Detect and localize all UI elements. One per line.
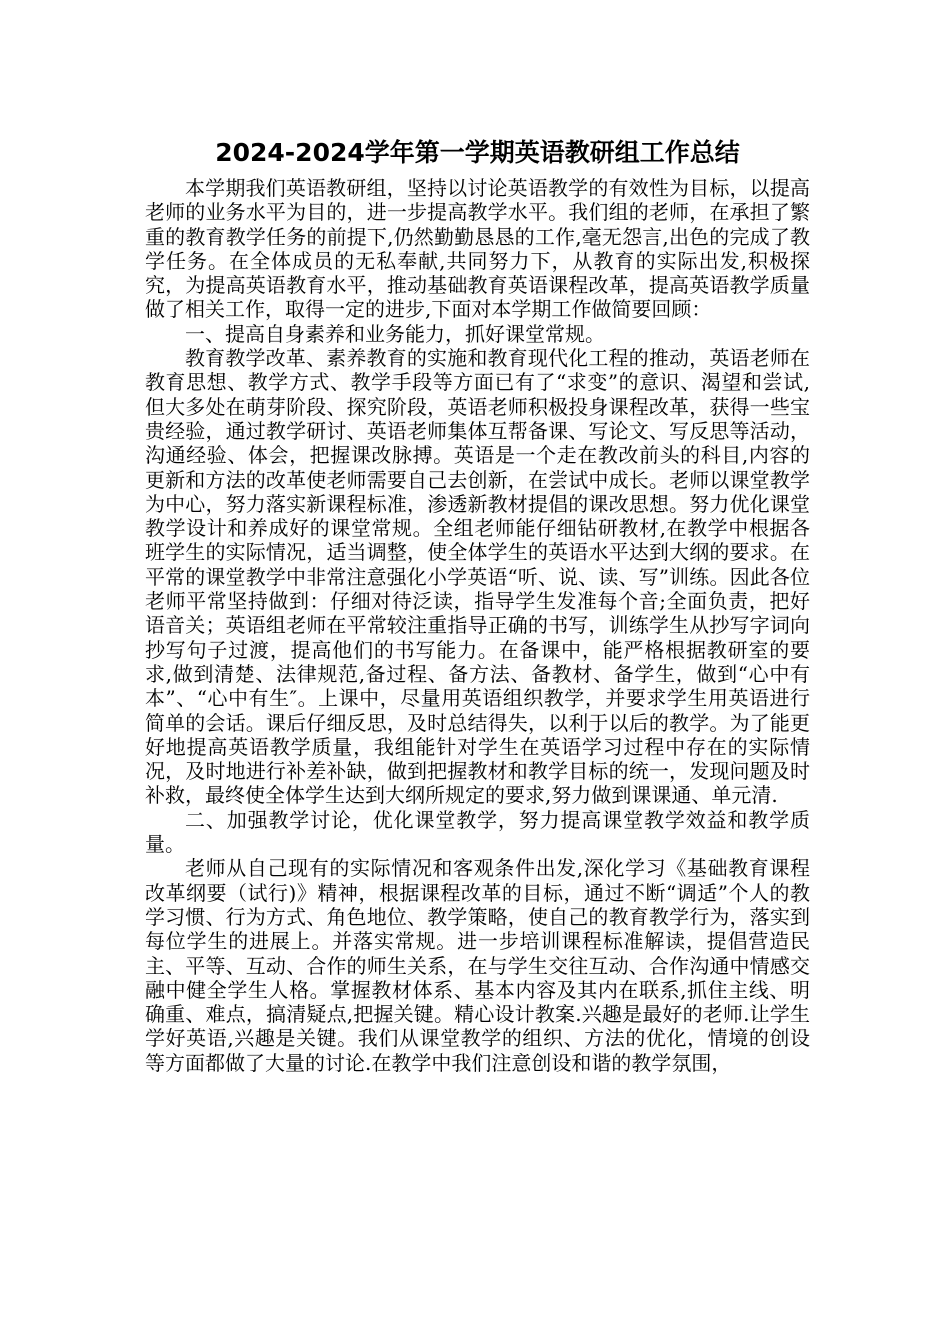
section-heading-1: 一、提高自身素养和业务能力，抓好课堂常规。 (185, 321, 605, 346)
section-heading-2: 二、加强教学讨论，优化课堂教学，努力提高课堂教学效益和教学质量。 (145, 807, 810, 857)
document-page (145, 130, 810, 1075)
document-title: 2024-2024学年第一学期英语教研组工作总结 (215, 138, 740, 167)
section-1-body: 教育教学改革、素养教育的实施和教育现代化工程的推动，英语老师在教育思想、教学方式、教学手段等方面已有了“求变”的意识、渴望和尝试,但大多处在萌芽阶段、探究阶段，英语老师积极投身课程改革，获得一些宝贵经验，通过教学研讨、英语老师集体互帮备课、写论文、写反思等活动，沟通经验、体会，把握课改脉搏。英语是一个走在教改前头的科目,内容的更新和方法的改革使老师需要自己去创新，在尝试中成长。老师以课堂教学为中心，努力落实新课程标准，渗透新教材提倡的课改思想。努力优化课堂教学设计和养成好的课堂常规。全组老师能仔细钻研教材,在教学中根据各班学生的实际情况，适当调整，使全体学生的英语水平达到大纲的要求。在平常的课堂教学中非常注意强化小学英语“听、说、读、写”训练。因此各位老师平常坚持做到：仔细对待泛读，指导学生发准每个音;全面负责，把好语音关；英语组老师在平常较注重指导正确的书写，训练学生从抄写字词向抄写句子过渡，提高他们的书写能力。在备课中，能严格根据教研室的要求,做到清楚、法律规范,备过程、备方法、备教材、备学生，做到“心中有本”、“心中有生″。上课中，尽量用英语组织教学，并要求学生用英语进行简单的会话。课后仔细反思，及时总结得失，以利于以后的教学。为了能更好地提高英语教学质量，我组能针对学生在英语学习过程中存在的实际情况，及时地进行补差补缺，做到把握教材和教学目标的统一，发现问题及时补救，最终使全体学生达到大纲所规定的要求,努力做到课课通、单元清. (145, 346, 810, 808)
section-2-body: 老师从自己现有的实际情况和客观条件出发,深化学习《基础教育课程改革纲要（试行)》精神，根据课程改革的目标，通过不断“调适”个人的教学习惯、行为方式、角色地位、教学策略，使自己的教育教学行为，落实到每位学生的进展上。并落实常规。进一步培训课程标准解读，提倡营造民主、平等、互动、合作的师生关系，在与学生交往互动、合作沟通中情感交融中健全学生人格。掌握教材体系、基本内容及其内在联系,抓住主线、明确重、难点，搞清疑点,把握关键。精心设计教案.兴趣是最好的老师.让学生学好英语,兴趣是关键。我们从课堂教学的组织、方法的优化，情境的创设等方面都做了大量的讨论.在教学中我们注意创设和谐的教学氛围， (145, 856, 810, 1075)
intro-paragraph: 本学期我们英语教研组，坚持以讨论英语教学的有效性为目标，以提高老师的业务水平为目的，进一步提高教学水平。我们组的老师，在承担了繁重的教育教学任务的前提下,仍然勤勤恳恳的工作,毫无怨言,出色的完成了教学任务。在全体成员的无私奉献,共同努力下，从教育的实际出发,积极探究，为提高英语教育水平，推动基础教育英语课程改革，提高英语教学质量做了相关工作，取得一定的进步,下面对本学期工作做简要回顾： (145, 176, 810, 322)
